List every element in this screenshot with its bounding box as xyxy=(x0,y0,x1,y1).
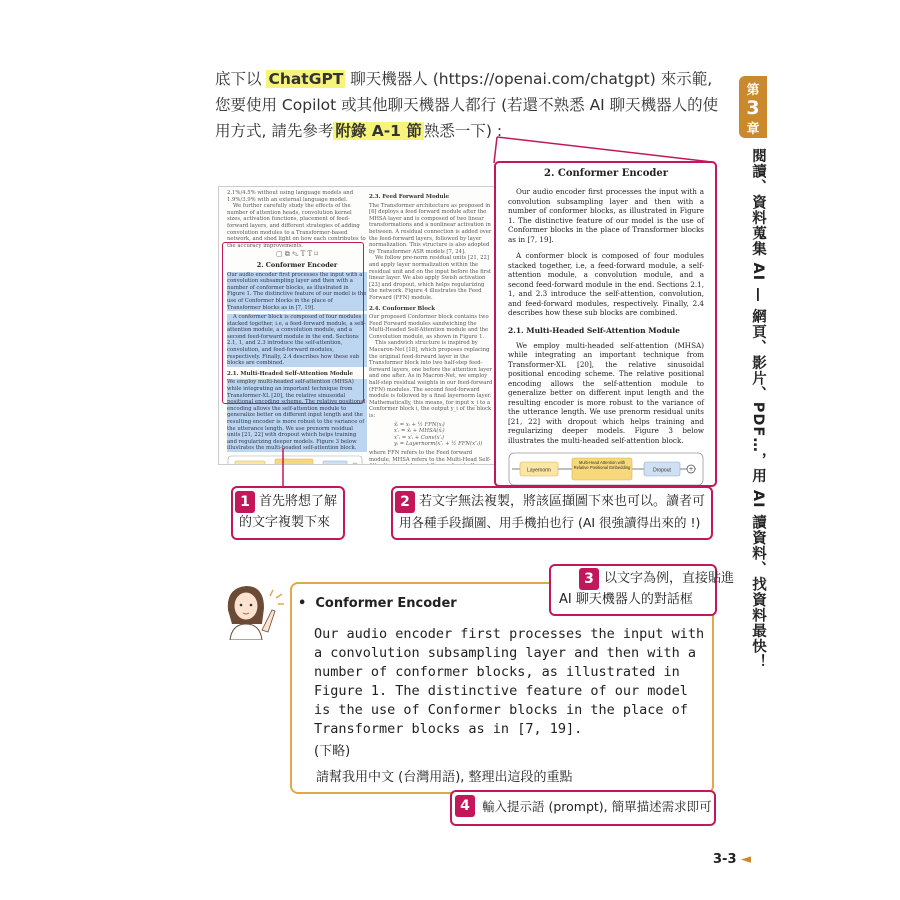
pasted-text: Our audio encoder first processes the input with a convolution subsampling layer and then with a number of conformer blocks, as illustrated in Figure 1. The distinctive feature of our model is the use of Conformer blocks in the place of Transformer blocks as in [7, 19]. xyxy=(314,626,705,737)
zoom-fig-label-wrap xyxy=(573,459,631,479)
paper-text: We further carefully study the effects of the number of attention heads, convolution kernel sizes, activation functions, placement of feed-forward layers, and different strategies of adding convolution modules to a Transformer-based network, and shed light on how each contributes to the accuracy improvements. xyxy=(227,203,366,249)
paper-selected-text: Our audio encoder first processes the input with a convolution subsampling layer and then with a number of conformer blocks, as illustrated in Figure 1. The distinctive feature of our model is the use of Conformer blocks in the place of Transformer blocks as in [7, 19]. xyxy=(227,271,367,311)
paper-equation: yᵢ = Layernorm(x″ᵢ + ½ FFN(x″ᵢ)) xyxy=(394,441,483,448)
paper-subheading: 2.4. Conformer Block xyxy=(369,305,436,312)
zoom-paragraph: A conformer block is composed of four modules stacked together, i.e, a feed-forward module, a self-attention module, a convolution module, and a second feed-forward module in the end. Sections 2.1, 1, and 2.3 introduce the self-attention, convolution, and feed-forward modules, respectively. Finally, 2.4 describes how these sub blocks are combined. xyxy=(508,251,704,317)
callout-2 xyxy=(391,486,713,540)
chapter-prefix: 第 xyxy=(746,83,760,98)
zoom-fig-plus-label: + xyxy=(688,466,694,473)
selection-toolbar-icons: ▢ ⧉ ✎ T T ⌑ xyxy=(275,250,319,259)
callout-1 xyxy=(231,486,345,540)
page-number-text: 3-3 xyxy=(713,852,737,867)
paper-equation: x′ᵢ = x̃ᵢ + MHSA(x̃ᵢ) xyxy=(394,428,445,435)
zoom-fig-label: Multi-Head Attention with Relative Positional Embedding xyxy=(573,460,631,470)
callout-3 xyxy=(549,564,735,616)
chatgpt-highlight: ChatGPT xyxy=(268,70,344,88)
intro-text: 用方式, 請先參考 xyxy=(215,122,334,140)
zoom-figure-3 xyxy=(508,452,704,486)
zoom-section-title: 2. Conformer Encoder xyxy=(543,168,669,179)
zoomed-paper xyxy=(494,161,717,487)
intro-text: 聊天機器人 (https://openai.com/chatgpt) 來示範, xyxy=(345,70,713,88)
zoom-fig-label: Dropout xyxy=(653,467,671,474)
page-arrow-icon: ◄ xyxy=(741,852,752,867)
zoom-subheading: 2.1. Multi-Headed Self-Attention Module xyxy=(508,325,680,335)
paper-section-title: 2. Conformer Encoder xyxy=(256,260,338,269)
callout-text: AI 聊天機器人的對話框 xyxy=(559,592,693,607)
intro-text: 熟悉一下) : xyxy=(423,122,503,140)
callout-text: 若文字無法複製，將該區擷圖下來也可以。讀者可 xyxy=(419,494,706,509)
callout-number: 1 xyxy=(235,491,255,513)
woman-thinking-icon xyxy=(218,580,288,640)
paper-text: Our proposed Conformer block contains two Feed Forward modules sandwiching the Multi-Headed Self-Attention module and the Convolution module, as shown in Figure 1. xyxy=(369,314,489,340)
paper-equation: x̃ᵢ = xᵢ + ½ FFN(xᵢ) xyxy=(394,421,445,428)
paper-subheading: 2.3. Feed Forward Module xyxy=(369,194,450,200)
chat-bullet-title xyxy=(298,596,457,611)
omitted-marker: (下略) xyxy=(314,744,351,759)
callout-text: 輸入提示語 (prompt), 簡單描述需求即可 xyxy=(482,799,712,814)
callout-text: 用各種手段擷圖、用手機拍也行 (AI 很強讀得出來的 !) xyxy=(399,515,701,530)
intro-line-2: 您要使用 Copilot 或其他聊天機器人都行 (若還不熟悉 AI 聊天機器人的使 xyxy=(215,96,719,114)
chapter-number: 3 xyxy=(746,97,760,119)
appendix-highlight: 附錄 A-1 節 xyxy=(335,122,422,140)
callout-number: 2 xyxy=(395,491,415,513)
zoom-paragraph: Our audio encoder first processes the input with a convolution subsampling layer and then with a number of conformer blocks, as illustrated in Figure 1. The distinctive feature of our model is the use of Conformer blocks in the place of Transformer blocks as in [7, 19]. xyxy=(508,187,704,244)
prompt-text: 請幫我用中文 (台灣用語), 整理出這段的重點 xyxy=(316,770,573,785)
paper-equation: x″ᵢ = x′ᵢ + Conv(x′ᵢ) xyxy=(394,434,444,441)
chat-title: Conformer Encoder xyxy=(315,596,457,611)
paper-text: 2.1%/4.5% without using language models and 1.9%/3.9% with an external language model. xyxy=(227,190,354,203)
intro-text: 底下以 xyxy=(215,70,267,88)
callout-number: 3 xyxy=(579,568,599,590)
zoom-fig-label: Layernorm xyxy=(527,467,551,474)
chapter-title-vertical: 閱讀、資料蒐集 AI — 網頁、影片、PDF…，用 AI 讀資料、找資料最快！ xyxy=(750,148,766,670)
callout-text: 的文字複製下來 xyxy=(239,515,331,530)
paper-selected-text: We employ multi-headed self-attention (MHSA) while integrating an important technique from Transformer-XL [20], the relative sinusoidal positional encoding scheme. The relative positional encoding allows the self-attention module to generalize better on different input length and the resulting encoder is more robust to the variance of the utterance length. We use prenorm residual units [21, 22] with dropout which helps training and regularizing deeper models. Figure 3 below illustrates the multi-headed self-attention block. xyxy=(227,379,366,452)
bullet-icon: • xyxy=(298,596,307,611)
paper-text: We follow pre-norm residual units [21, 22] and apply layer normalization within the residual unit and on the input before the first linear layer. We also apply Swish activation [23] and dropout, which helps regularizing the network. Figure 4 illustrates the Feed Forward (FFN) module. xyxy=(369,255,492,301)
connector-line xyxy=(497,137,712,162)
callout-4 xyxy=(450,790,716,826)
callout-text: 首先將想了解 xyxy=(259,494,338,509)
paper-text: where FFN refers to the Feed forward module, MHSA refers to the Multi-Head Self- xyxy=(369,449,491,463)
paper-text: This sandwich structure is inspired by Macaron-Net [18], which proposes replacing the original feed-forward layer in the Transformer block into two half-step feed-forward layers, one before the attention layer and one after. As in Macron-Net, we employ half-step residual weights in our feed-forward (FFN) modules. The second feed-forward module is followed by a final layernorm layer. Mathematically, this means, for input x_i to a Conformer block i, the output y_i of the block is: xyxy=(369,340,493,419)
paper-text: The Transformer architecture as proposed in [6] deploys a feed forward module after the MHSA layer and is composed of two linear transformations and a nonlinear activation in between. A residual connection is added over the feed-forward layers, followed by layer normalization. This structure is also adopted by Transformer ASR models [7, 24]. xyxy=(369,202,492,255)
connector-line xyxy=(494,137,497,163)
callout-text: 以文字為例，直接貼進 xyxy=(604,571,735,586)
page-number xyxy=(713,852,751,867)
callout-number: 4 xyxy=(455,795,475,817)
zoom-paragraph: We employ multi-headed self-attention (MHSA) while integrating an important technique from Transformer-XL [20], the relative sinusoidal positional encoding scheme. The relative positional encoding allows the self-attention module to generalize better on different input length and the resulting encoder is more robust to the variance of the utterance length. We use prenorm residual units [21, 22] with dropout which helps training and regularizing deeper models. Figure 3 below illustrates the multi-headed self-attention block. xyxy=(508,340,704,445)
chapter-suffix: 章 xyxy=(746,122,760,137)
paper-subheading: 2.1. Multi-Headed Self-Attention Module xyxy=(227,370,354,377)
paper-selected-text: A conformer block is composed of four modules stacked together, i.e, a feed-forward module, a self-attention module, a convolution module, and a second feed-forward module in the end. Sections 2.1, 1, and 2.3 introduce the self-attention, convolution, and feed-forward modules, respectively. Finally, 2.4 describes how these sub blocks are combined. xyxy=(227,314,366,367)
